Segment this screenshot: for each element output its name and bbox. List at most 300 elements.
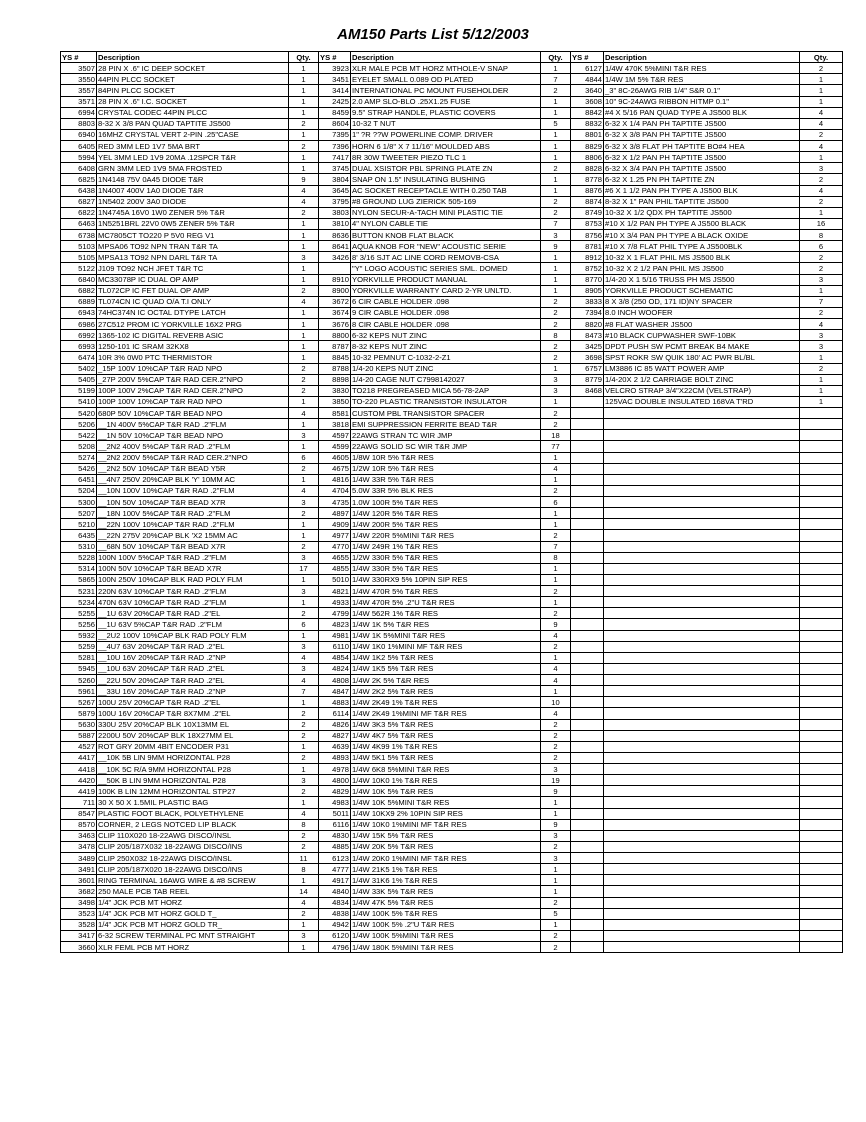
- part-number: 5234: [61, 597, 97, 608]
- part-description: 1/4-20 CAGE NUT C7998142027: [351, 374, 541, 385]
- part-description: [604, 741, 800, 752]
- part-description: 1/4W 200R 5% T&R RES: [351, 519, 541, 530]
- part-qty: 1: [541, 63, 571, 74]
- part-description: [604, 875, 800, 886]
- part-qty: [800, 675, 843, 686]
- part-number: 6451: [61, 474, 97, 485]
- table-row: [61, 875, 843, 886]
- part-qty: 2: [541, 485, 571, 496]
- part-qty: 2: [289, 141, 319, 152]
- part-number: 6405: [61, 141, 97, 152]
- part-qty: [800, 619, 843, 630]
- part-description: #10 X 7/8 FLAT PHIL TYPE A JS500BLK: [604, 241, 800, 252]
- part-description: 1/4-20 KEPS NUT ZINC: [351, 363, 541, 374]
- part-description: 100N 50V 10%CAP T&R BEAD X7R: [97, 563, 289, 574]
- part-number: [571, 497, 604, 508]
- part-qty: 1: [289, 764, 319, 775]
- part-qty: 3: [289, 586, 319, 597]
- part-description: 1.0W 100R 5% T&R RES: [351, 497, 541, 508]
- part-qty: 1: [541, 141, 571, 152]
- part-qty: 2: [541, 730, 571, 741]
- part-number: 4826: [319, 719, 351, 730]
- part-number: 5405: [61, 374, 97, 385]
- part-description: 1/4W 3K3 5% T&R RES: [351, 719, 541, 730]
- part-number: [571, 396, 604, 407]
- part-number: [571, 541, 604, 552]
- part-description: 1/4W 6K8 5%MINI T&R RES: [351, 764, 541, 775]
- table-row: [61, 630, 843, 641]
- part-description: 470N 63V 10%CAP T&R RAD .2"FLM: [97, 597, 289, 608]
- part-number: 5206: [61, 419, 97, 430]
- table-row: [61, 597, 843, 608]
- part-number: 4418: [61, 764, 97, 775]
- part-qty: 2: [289, 541, 319, 552]
- part-description: 330U 25V 20%CAP BLK 10X13MM EL: [97, 719, 289, 730]
- part-number: 3803: [319, 207, 351, 218]
- part-description: 1/4W 20K 5% T&R RES: [351, 841, 541, 852]
- table-row: [61, 218, 843, 229]
- part-number: [571, 485, 604, 496]
- part-qty: 1: [800, 374, 843, 385]
- part-number: 5274: [61, 452, 97, 463]
- part-description: GRN 3MM LED 1V9 5MA FROSTED: [97, 163, 289, 174]
- table-row: [61, 663, 843, 674]
- part-qty: 2: [289, 207, 319, 218]
- part-description: 1/4" JCK PCB MT HORZ GOLD TR_: [97, 919, 289, 930]
- part-qty: 3: [541, 374, 571, 385]
- part-description: __4U7 63V 20%CAP T&R RAD .2"EL: [97, 641, 289, 652]
- part-number: 3425: [571, 341, 604, 352]
- part-number: [571, 563, 604, 574]
- part-qty: 4: [289, 185, 319, 196]
- part-description: [604, 797, 800, 808]
- table-row: [61, 830, 843, 841]
- part-qty: 3: [541, 385, 571, 396]
- part-number: 8756: [571, 230, 604, 241]
- part-qty: [800, 786, 843, 797]
- part-number: [571, 408, 604, 419]
- part-description: [604, 730, 800, 741]
- part-qty: 2: [289, 908, 319, 919]
- part-description: 10-32 X 1 FLAT PHIL MS JS500 BLK: [604, 252, 800, 263]
- part-description: 1/4W 21K5 1% T&R RES: [351, 864, 541, 875]
- part-number: 5932: [61, 630, 97, 641]
- part-description: 1/4W 220R 5%MINI T&R RES: [351, 530, 541, 541]
- table-row: [61, 352, 843, 363]
- part-description: __50K B LIN 9MM HORIZONTAL P28: [97, 775, 289, 786]
- part-description: 10-32 PEMNUT C-1032-2-Z1: [351, 352, 541, 363]
- table-row: [61, 853, 843, 864]
- part-qty: 1: [541, 185, 571, 196]
- part-number: 4824: [319, 663, 351, 674]
- part-description: J109 TO92 NCH JFET T&R TC: [97, 263, 289, 274]
- part-qty: 2: [541, 586, 571, 597]
- part-description: 6-32 X 1.25 PN PH TAPTITE ZN: [604, 174, 800, 185]
- part-qty: 1: [289, 396, 319, 407]
- part-description: 100U 16V 20%CAP T&R 8X7MM .2"EL: [97, 708, 289, 719]
- part-number: 5204: [61, 485, 97, 496]
- part-qty: 1: [541, 508, 571, 519]
- part-description: 1/2W 10R 5% T&R RES: [351, 463, 541, 474]
- part-description: MC33078P IC DUAL OP AMP: [97, 274, 289, 285]
- table-row: [61, 697, 843, 708]
- part-description: [604, 686, 800, 697]
- part-number: 4675: [319, 463, 351, 474]
- part-qty: 1: [541, 396, 571, 407]
- part-qty: [800, 497, 843, 508]
- part-qty: 17: [289, 563, 319, 574]
- table-row: [61, 118, 843, 129]
- part-number: 4917: [319, 875, 351, 886]
- part-qty: [800, 752, 843, 763]
- part-number: 3491: [61, 864, 97, 875]
- part-description: 10-32 T NUT: [351, 118, 541, 129]
- part-qty: 3: [289, 430, 319, 441]
- part-description: 1/4W 1M 5% T&R RES: [604, 74, 800, 85]
- part-qty: 2: [289, 830, 319, 841]
- part-qty: 2: [289, 118, 319, 129]
- part-number: 8468: [571, 385, 604, 396]
- part-number: [571, 641, 604, 652]
- part-description: AQUA KNOB FOR "NEW" ACOUSTIC SERIE: [351, 241, 541, 252]
- part-number: 8749: [571, 207, 604, 218]
- table-row: [61, 530, 843, 541]
- description-header: Description: [351, 52, 541, 63]
- part-number: 3498: [61, 897, 97, 908]
- part-description: EMI SUPPRESSION FERRITE BEAD T&R: [351, 419, 541, 430]
- qty-header: Qty.: [800, 52, 843, 63]
- part-qty: [800, 797, 843, 808]
- part-number: [571, 663, 604, 674]
- part-description: [604, 574, 800, 585]
- part-qty: 2: [289, 508, 319, 519]
- part-qty: 1: [541, 174, 571, 185]
- part-qty: 2: [541, 719, 571, 730]
- part-qty: 5: [541, 908, 571, 919]
- part-qty: [800, 741, 843, 752]
- part-qty: [800, 730, 843, 741]
- part-description: __10K 5B LIN 9MM HORIZONTAL P28: [97, 752, 289, 763]
- part-qty: 1: [289, 107, 319, 118]
- qty-header: Qty.: [541, 52, 571, 63]
- part-number: 4800: [319, 775, 351, 786]
- part-number: 8581: [319, 408, 351, 419]
- table-row: [61, 452, 843, 463]
- part-number: 5259: [61, 641, 97, 652]
- part-qty: 3: [289, 552, 319, 563]
- part-qty: 1: [541, 452, 571, 463]
- part-qty: 3: [289, 641, 319, 652]
- part-description: __10U 63V 20%CAP T&R RAD .2"EL: [97, 663, 289, 674]
- part-number: 3833: [571, 296, 604, 307]
- part-qty: 2: [289, 841, 319, 852]
- part-description: AC SOCKET RECEPTACLE WITH 0.250 TAB: [351, 185, 541, 196]
- part-number: 8912: [571, 252, 604, 263]
- part-number: 8832: [571, 118, 604, 129]
- part-number: 8787: [319, 341, 351, 352]
- part-number: 5994: [61, 152, 97, 163]
- part-qty: 1: [289, 574, 319, 585]
- part-number: 5260: [61, 675, 97, 686]
- part-number: [571, 630, 604, 641]
- part-number: 4883: [319, 697, 351, 708]
- part-description: [604, 497, 800, 508]
- part-description: YORKVILLE WARRANTY CARD 2-YR UNLTD.: [351, 285, 541, 296]
- part-description: 4" NYLON CABLE TIE: [351, 218, 541, 229]
- part-qty: [800, 541, 843, 552]
- part-description: 10" 9C-24AWG RIBBON HITMP 0.1": [604, 96, 800, 107]
- part-number: 4527: [61, 741, 97, 752]
- part-description: 2.0 AMP SLO-BLO .25X1.25 FUSE: [351, 96, 541, 107]
- table-row: [61, 385, 843, 396]
- part-number: [571, 864, 604, 875]
- part-description: [604, 886, 800, 897]
- part-qty: 9: [541, 241, 571, 252]
- part-description: [604, 708, 800, 719]
- part-description: __33U 16V 20%CAP T&R RAD .2"NP: [97, 686, 289, 697]
- part-qty: 2: [800, 252, 843, 263]
- part-number: [571, 719, 604, 730]
- table-row: [61, 563, 843, 574]
- part-number: 6738: [61, 230, 97, 241]
- part-description: __22N 275V 20%CAP BLK 'X2 15MM AC: [97, 530, 289, 541]
- part-number: 4597: [319, 430, 351, 441]
- part-qty: 1: [541, 252, 571, 263]
- part-qty: 6: [289, 452, 319, 463]
- part-qty: 1: [541, 152, 571, 163]
- part-description: [604, 853, 800, 864]
- part-number: [571, 430, 604, 441]
- ys-header: YS #: [319, 52, 351, 63]
- part-number: 3557: [61, 85, 97, 96]
- part-description: ROT GRY 20MM 4BIT ENCODER P31: [97, 741, 289, 752]
- part-number: [571, 519, 604, 530]
- part-number: 6840: [61, 274, 97, 285]
- part-description: [604, 675, 800, 686]
- part-number: 4420: [61, 775, 97, 786]
- part-description: 1/4W 20K0 1%MINI MF T&R RES: [351, 853, 541, 864]
- part-description: #4 X 5/16 PAN QUAD TYPE A JS500 BLK: [604, 107, 800, 118]
- part-qty: [800, 697, 843, 708]
- part-number: 5208: [61, 441, 97, 452]
- part-number: 7395: [319, 129, 351, 140]
- part-number: [571, 552, 604, 563]
- part-number: 6435: [61, 530, 97, 541]
- part-qty: [800, 663, 843, 674]
- part-qty: 2: [541, 207, 571, 218]
- part-description: 6-32 KEPS NUT ZINC: [351, 330, 541, 341]
- part-number: 4981: [319, 630, 351, 641]
- part-number: 5256: [61, 619, 97, 630]
- part-number: 5207: [61, 508, 97, 519]
- table-row: [61, 485, 843, 496]
- part-description: 1/4W 33R 5% T&R RES: [351, 474, 541, 485]
- part-qty: [800, 463, 843, 474]
- part-qty: 2: [541, 408, 571, 419]
- part-description: 10-32 X 1/2 QDX PH TAPTITE JS500: [604, 207, 800, 218]
- part-number: 4847: [319, 686, 351, 697]
- part-qty: 3: [800, 330, 843, 341]
- part-description: 1/4" JCK PCB MT HORZ GOLD T_: [97, 908, 289, 919]
- part-description: CORNER, 2 LEGS NOTCED LIP BLACK: [97, 819, 289, 830]
- part-qty: 2: [800, 363, 843, 374]
- part-number: 8788: [319, 363, 351, 374]
- part-description: 84PIN PLCC SOCKET: [97, 85, 289, 96]
- part-qty: 3: [541, 764, 571, 775]
- part-number: 5887: [61, 730, 97, 741]
- part-number: [571, 775, 604, 786]
- part-number: [571, 608, 604, 619]
- part-description: [604, 541, 800, 552]
- table-row: [61, 675, 843, 686]
- part-number: 8459: [319, 107, 351, 118]
- part-qty: 1: [541, 797, 571, 808]
- part-number: 3645: [319, 185, 351, 196]
- part-qty: 1: [541, 129, 571, 140]
- part-number: 4417: [61, 752, 97, 763]
- part-qty: 1: [541, 274, 571, 285]
- part-description: 22AWG SOLID SC WIR T&R JMP: [351, 441, 541, 452]
- part-number: 2425: [319, 96, 351, 107]
- part-number: [571, 830, 604, 841]
- part-number: 8753: [571, 218, 604, 229]
- part-qty: 4: [289, 408, 319, 419]
- part-description: 100P 100V 2%CAP T&R RAD CER.2"NPO: [97, 385, 289, 396]
- part-number: 8803: [61, 118, 97, 129]
- part-number: 4840: [319, 886, 351, 897]
- part-qty: 1: [289, 230, 319, 241]
- part-number: 3417: [61, 930, 97, 941]
- part-qty: 1: [541, 519, 571, 530]
- part-number: [571, 942, 604, 953]
- part-qty: 2: [541, 930, 571, 941]
- part-number: 5255: [61, 608, 97, 619]
- part-qty: 1: [289, 630, 319, 641]
- part-description: __22U 50V 20%CAP T&R RAD .2"EL: [97, 675, 289, 686]
- part-description: 1" ?R ??W POWERLINE COMP. DRIVER: [351, 129, 541, 140]
- part-qty: 1: [541, 474, 571, 485]
- part-description: __18N 100V 5%CAP T&R RAD .2"FLM: [97, 508, 289, 519]
- part-description: [604, 530, 800, 541]
- part-qty: 4: [541, 663, 571, 674]
- part-qty: 7: [541, 74, 571, 85]
- part-qty: 1: [289, 163, 319, 174]
- part-qty: 2: [289, 285, 319, 296]
- part-description: [604, 463, 800, 474]
- part-description: 1/4W 10K0 1% T&R RES: [351, 775, 541, 786]
- part-description: 1/4W 10KX9 2% 10PIN SIP RES: [351, 808, 541, 819]
- part-description: 100N 250V 10%CAP BLK RAD POLY FLM: [97, 574, 289, 585]
- part-qty: [800, 719, 843, 730]
- table-row: [61, 430, 843, 441]
- part-number: 4796: [319, 942, 351, 953]
- part-qty: 6: [800, 241, 843, 252]
- part-qty: 2: [800, 174, 843, 185]
- part-number: [571, 930, 604, 941]
- part-description: 1/4W 47K 5% T&R RES: [351, 897, 541, 908]
- part-description: [604, 441, 800, 452]
- part-qty: 1: [289, 263, 319, 274]
- part-qty: 3: [289, 663, 319, 674]
- part-qty: [800, 886, 843, 897]
- part-description: 1/4-20X 2 1/2 CARRIAGE BOLT ZINC: [604, 374, 800, 385]
- part-description: [604, 786, 800, 797]
- part-qty: 2: [541, 85, 571, 96]
- part-qty: 3: [289, 930, 319, 941]
- part-description: 1/4W 1K2 5% T&R RES: [351, 652, 541, 663]
- part-number: 8845: [319, 352, 351, 363]
- part-qty: [800, 630, 843, 641]
- part-qty: [800, 652, 843, 663]
- part-number: 8779: [571, 374, 604, 385]
- part-description: [604, 508, 800, 519]
- table-row: [61, 797, 843, 808]
- part-number: 5420: [61, 408, 97, 419]
- part-qty: 2: [289, 752, 319, 763]
- part-description: __4N7 250V 20%CAP BLK 'Y' 10MM AC: [97, 474, 289, 485]
- part-description: 1/4W 562R 1% T&R RES: [351, 608, 541, 619]
- part-qty: 9: [541, 619, 571, 630]
- part-qty: 2: [800, 129, 843, 140]
- part-number: 3698: [571, 352, 604, 363]
- part-number: 8604: [319, 118, 351, 129]
- part-qty: [800, 641, 843, 652]
- part-description: __1U 63V 20%CAP T&R RAD .2"EL: [97, 608, 289, 619]
- part-description: __2N2 200V 5%CAP T&R RAD CER.2"NPO: [97, 452, 289, 463]
- part-number: 5011: [319, 808, 351, 819]
- part-qty: 16: [800, 218, 843, 229]
- table-row: [61, 786, 843, 797]
- part-description: 8R 30W TWEETER PIEZO TLC 1: [351, 152, 541, 163]
- part-number: [571, 786, 604, 797]
- part-number: [571, 441, 604, 452]
- part-qty: 9: [289, 174, 319, 185]
- part-qty: [800, 841, 843, 852]
- part-qty: [800, 708, 843, 719]
- part-qty: 1: [541, 563, 571, 574]
- part-qty: 1: [541, 96, 571, 107]
- part-qty: 2: [541, 530, 571, 541]
- part-qty: 8: [541, 552, 571, 563]
- part-number: [571, 463, 604, 474]
- part-number: 6116: [319, 819, 351, 830]
- part-number: 6986: [61, 319, 97, 330]
- table-row: [61, 141, 843, 152]
- part-number: 4816: [319, 474, 351, 485]
- part-number: 6463: [61, 218, 97, 229]
- part-number: 3478: [61, 841, 97, 852]
- part-description: 1/4W 1K5 5% T&R RES: [351, 663, 541, 674]
- part-description: __10U 16V 20%CAP T&R RAD .2"NP: [97, 652, 289, 663]
- part-description: __2U2 100V 10%CAP BLK RAD POLY FLM: [97, 630, 289, 641]
- part-qty: 18: [541, 430, 571, 441]
- part-description: 1/4W 1K 5%MINI T&R RES: [351, 630, 541, 641]
- table-row: [61, 942, 843, 953]
- part-description: MPSA13 TO92 NPN DARL T&R TA: [97, 252, 289, 263]
- part-description: 1N5251BRL 22V0 0W5 ZENER 5% T&R: [97, 218, 289, 229]
- part-description: 1/4" JCK PCB MT HORZ: [97, 897, 289, 908]
- part-number: [571, 886, 604, 897]
- part-qty: [800, 441, 843, 452]
- part-number: 3426: [319, 252, 351, 263]
- part-number: 6123: [319, 853, 351, 864]
- part-number: 4639: [319, 741, 351, 752]
- part-number: 4704: [319, 485, 351, 496]
- part-number: 3528: [61, 919, 97, 930]
- part-number: [571, 619, 604, 630]
- part-number: 5410: [61, 396, 97, 407]
- part-number: 4897: [319, 508, 351, 519]
